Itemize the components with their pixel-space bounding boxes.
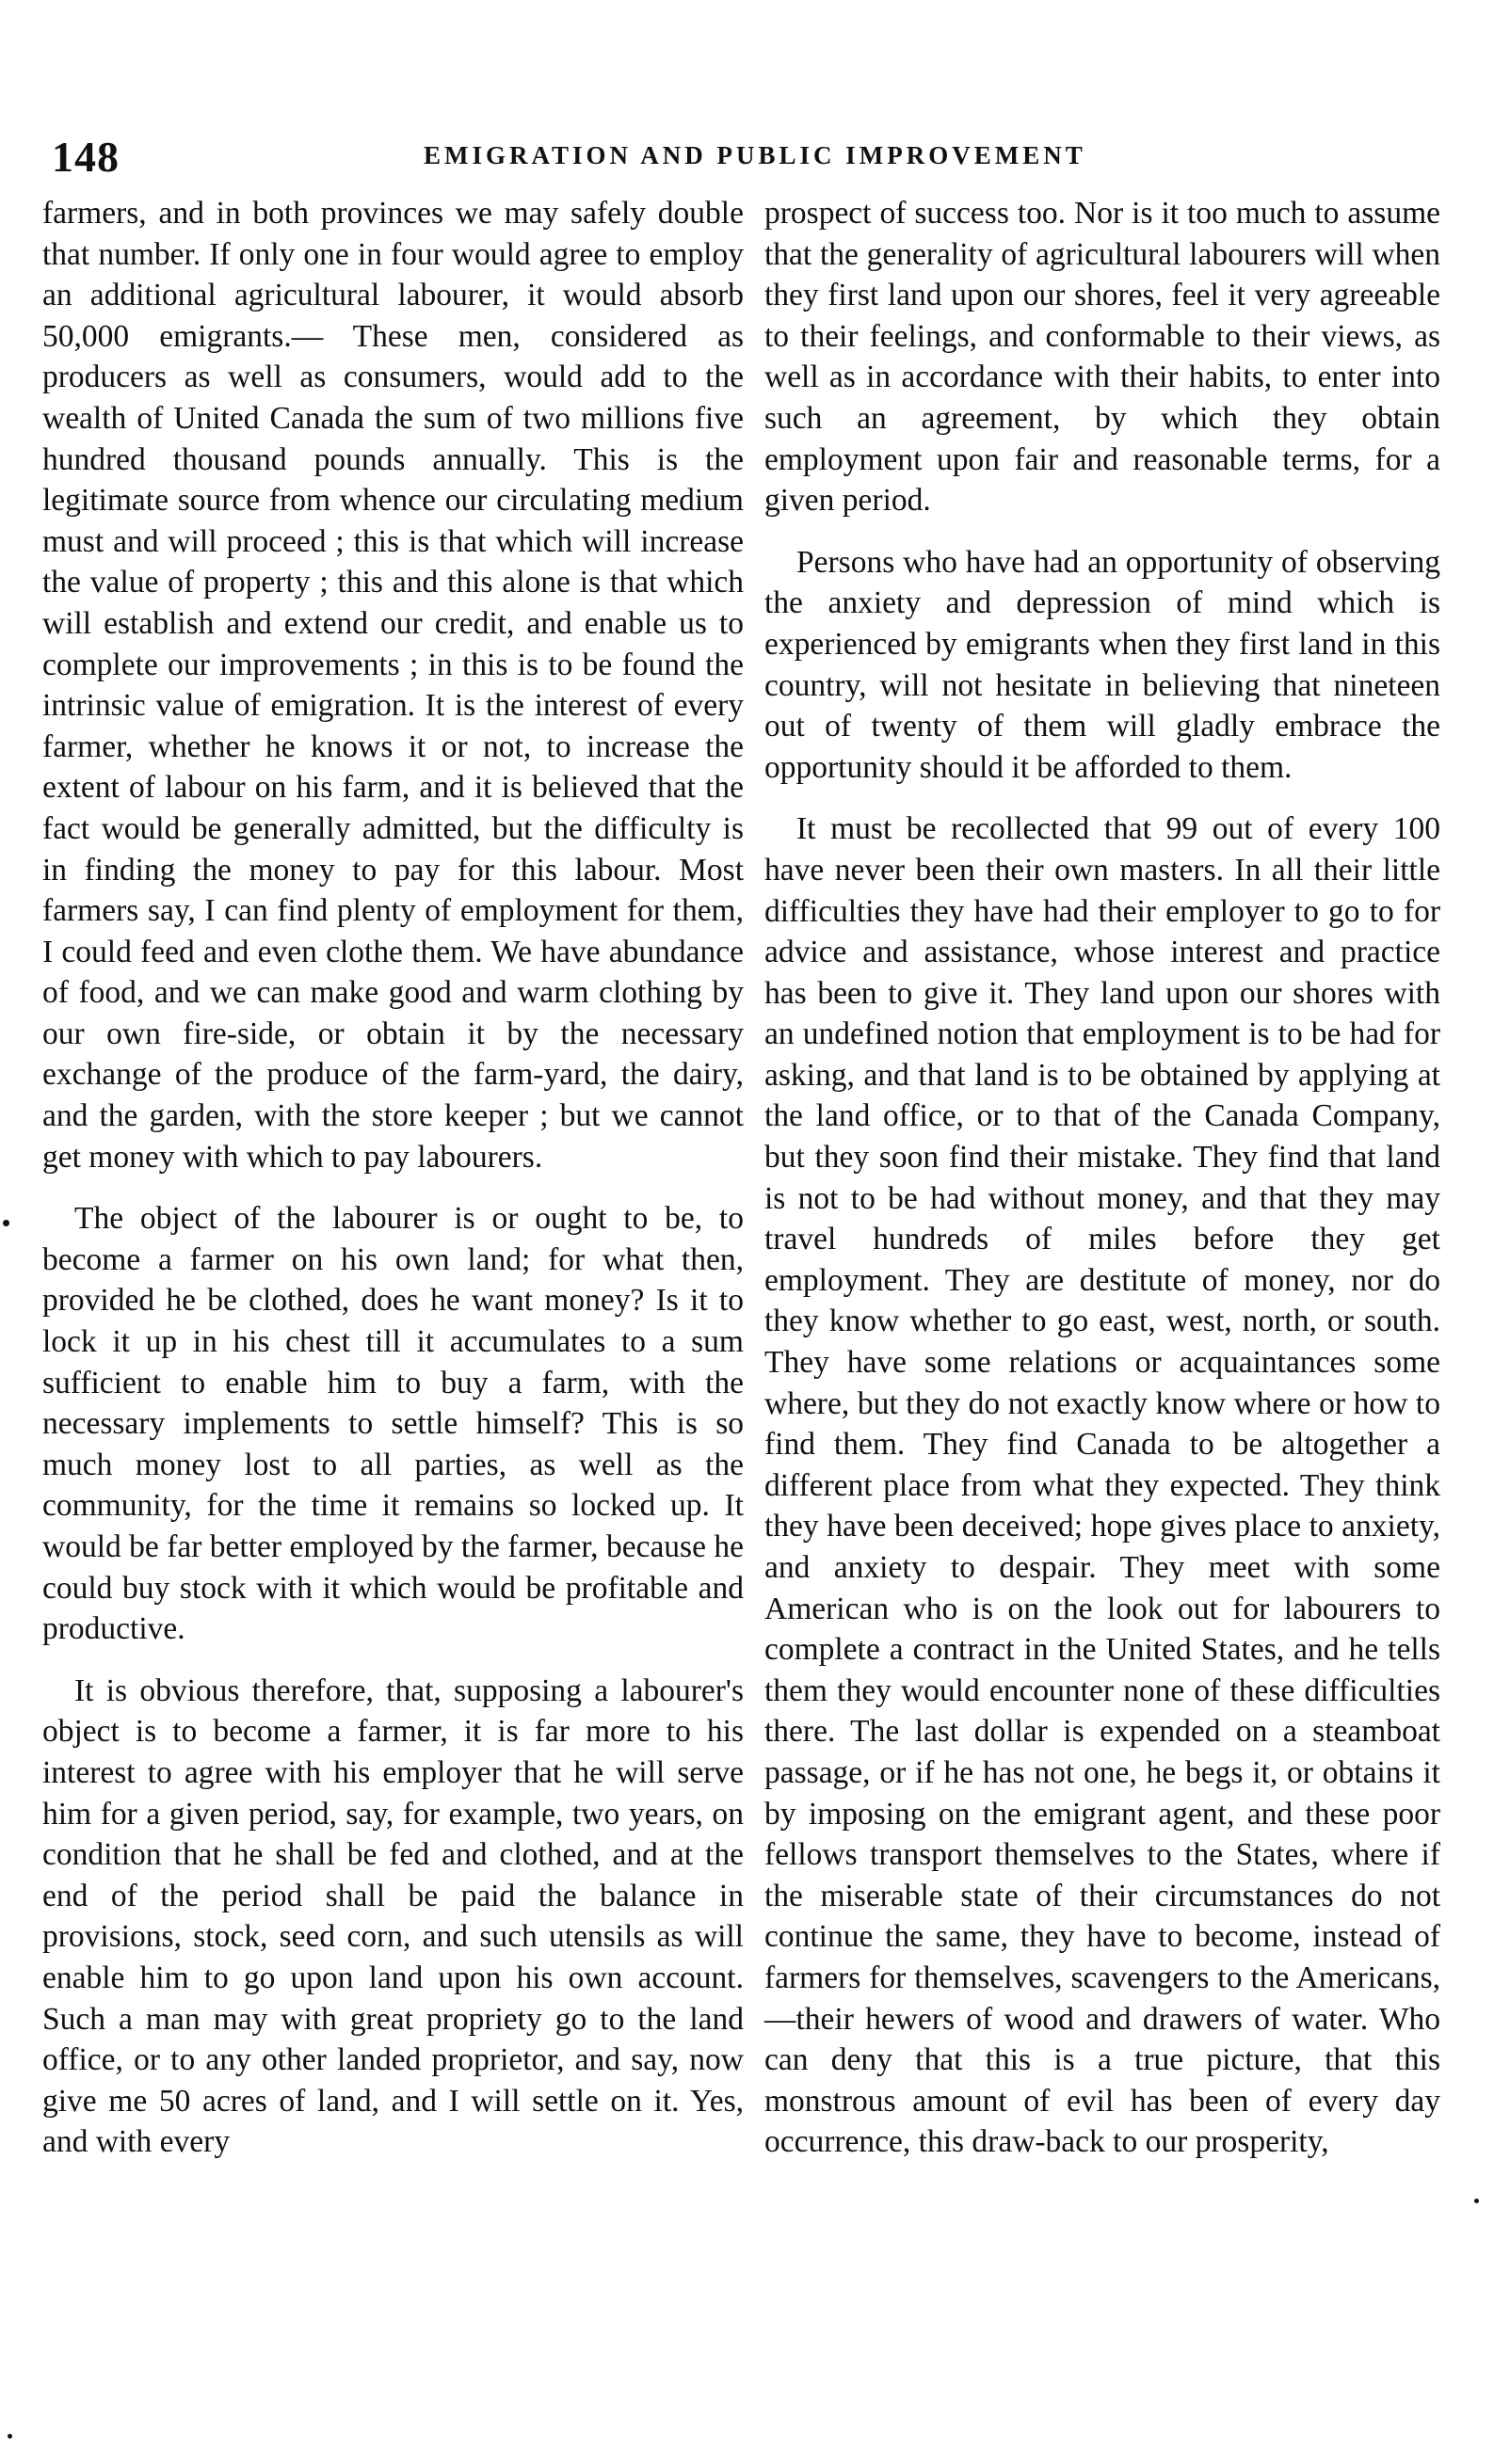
right-column: [764, 193, 1440, 2184]
left-paragraph-2: The object of the labourer is or ought to be, to become a farmer on his own land; for what then, provided he be clothed, does he want money? Is it to lock it up in his chest till it accumulates to a sum sufficient to enable him to buy a farm, with the necessary implements to settle himself? This is so much money lost to all parties, as well as the community, for the time it remains so locked up. It would be far better employed by the farmer, because he could buy stock with it which would be profitable and productive.: [42, 1201, 744, 1647]
margin-speck: [8, 2434, 12, 2439]
running-head: EMIGRATION AND PUBLIC IMPROVEMENT: [424, 141, 1086, 169]
right-paragraph-2: Persons who have had an opportunity of observing the anxiety and depression of mind which is experienced by emigrants when they first land in this country, will not hesitate in believing that nineteen out of twenty of them will gladly embrace the opportunity should it be afforded to them.: [764, 544, 1440, 785]
left-paragraph-1: farmers, and in both provinces we may safely double that number. If only one in four would agree to employ an additional agricultural labourer, it would absorb 50,000 emigrants.— These men, considered as producers as well as consumers, would add to the wealth of United Canada the sum of two millions five hundred thousand pounds annually. This is the legitimate source from whence our circulating medium must and will proceed ; this is that which will increase the value of property ; this and this alone is that which will establish and extend our credit, and enable us to complete our improvements ; in this is to be found the intrinsic value of emigration. It is the interest of every farmer, whether he knows it or not, to increase the extent of labour on his farm, and it is believed that the fact would be generally admitted, but the difficulty is in finding the money to pay for this labour. Most farmers say, I can find plenty of employment for them, I could feed and even clothe them. We have abundance of food, and we can make good and warm clothing by our own fire-side, or obtain it by the necessary exchange of the produce of the farm-yard, the dairy, and the garden, with the store keeper ; but we cannot get money with which to pay labourers.: [42, 196, 744, 1175]
right-paragraph-3: It must be recollected that 99 out of every 100 have never been their own masters. In all their little difficulties they have had their employer to go to for advice and assistance, whose interest and practice has been to give it. They land upon our shores with an undefined notion that employment is to be had for asking, and that land is to be obtained by applying at the land office, or to that of the Canada Company, but they soon find their mistake. They find that land is not to be had without money, and that they may travel hundreds of miles before they get employment. They are destitute of money, nor do they know whether to go east, west, north, or south. They have some relations or acquaintances some where, but they do not exactly know where or how to find them. They find Canada to be altogether a different place from what they expected. They think they have been deceived; hope gives place to anxiety, and anxiety to despair. They meet with some American who is on the look out for labourers to complete a contract in the United States, and he tells them they would encounter none of these difficulties there. The last dollar is expended on a steamboat passage, or if he has not one, he begs it, or obtains it by imposing on the emigrant agent, and these poor fellows transport themselves to the States, where if the miserable state of their circumstances do not continue the same, they have to become, instead of farmers for themselves, scavengers to the Americans,—their hewers of wood and drawers of water. Who can deny that this is a true picture, that this monstrous amount of evil has been of every day occurrence, this draw-back to our prosperity,: [764, 811, 1440, 2160]
margin-speck: [3, 1220, 9, 1226]
page-number: 148: [52, 133, 120, 181]
left-paragraph-3: It is obvious therefore, that, supposing a labourer's object is to become a farmer, it is far more to his interest to agree with his employer that he will serve him for a given period, say, for example, two years, on condition that he shall be fed and clothed, and at the end of the period shall be paid the balance in provisions, stock, seed corn, and such utensils as will enable him to go upon land upon his own account. Such a man may with great propriety go to the land office, or to any other landed proprietor, and say, now give me 50 acres of land, and I will settle on it. Yes, and with every: [42, 1672, 744, 2160]
page-header: [52, 132, 1440, 188]
margin-speck: [1474, 2199, 1479, 2203]
left-column: [42, 193, 744, 2184]
right-paragraph-1: prospect of success too. Nor is it too much to assume that the generality of agricultural labourers will when they first land upon our shores, feel it very agreeable to their feelings, and conformable to their views, as well as in accordance with their habits, to enter into such an agreement, by which they obtain employment upon fair and reasonable terms, for a given period.: [764, 196, 1440, 519]
